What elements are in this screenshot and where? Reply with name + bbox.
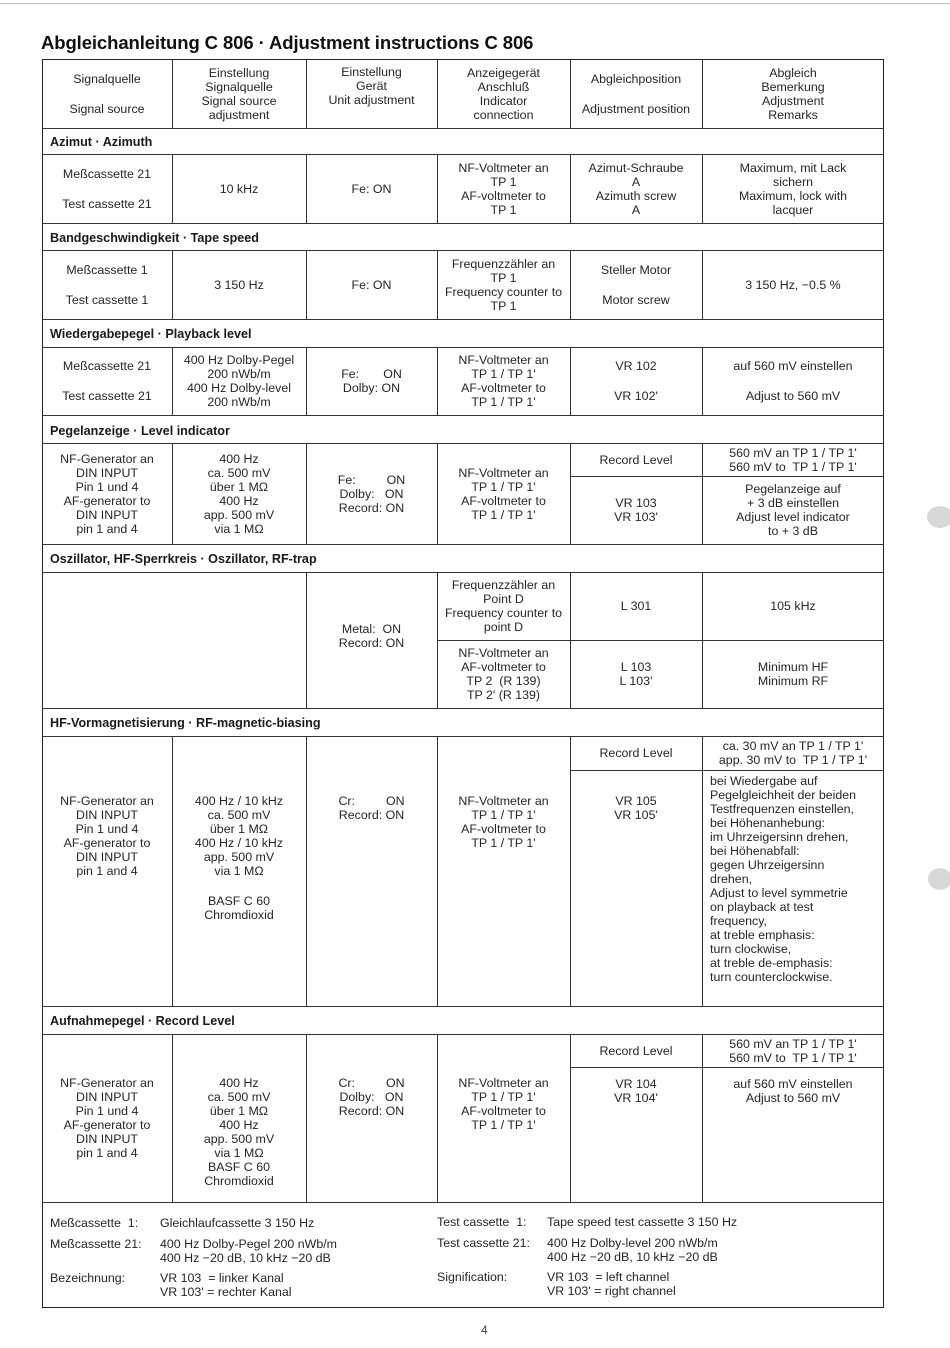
rf-biasing-position-b: [570, 770, 702, 1030]
cell-line: Steller Motor: [600, 262, 672, 277]
record-level-unit-adjustment: [306, 1034, 437, 1244]
footer-en-value-3: VR 103 = left channel VR 103' = right channel: [547, 1270, 676, 1298]
section-title-oscillator: Oszillator, HF-Sperrkreis · Oszillator, RF-trap: [50, 552, 317, 566]
cell-line: 400 Hz: [219, 1076, 259, 1090]
cell-line: L 301: [620, 599, 652, 613]
cell-line: Maximum, lock with: [738, 188, 848, 203]
tape-speed-indicator: [437, 250, 570, 319]
level-indicator-indicator: [437, 443, 570, 544]
section-title-tape-speed: Bandgeschwindigkeit · Tape speed: [50, 231, 260, 245]
cell-line: Signal source: [201, 94, 277, 108]
cell-line: Record: ON: [338, 1104, 405, 1118]
level-indicator-signal-source: [42, 443, 172, 544]
cell-line: gegen Uhrzeigersinn: [710, 858, 825, 872]
cell-line: NF-Voltmeter an: [458, 353, 549, 367]
scan-punch-hole-lower: [928, 868, 950, 890]
cell-line: Fe: ON: [351, 277, 392, 292]
footer-en-value-2: 400 Hz Dolby-level 200 nWb/m 400 Hz −20 dB, 10 kHz −20 dB: [547, 1236, 718, 1264]
header-indicator-connection: [437, 63, 570, 125]
cell-line: DIN INPUT: [76, 808, 138, 822]
cell-line: at treble de-emphasis:: [710, 956, 833, 970]
level-indicator-remarks-b: [702, 476, 884, 544]
cell-line: VR 103: [615, 496, 657, 510]
oscillator-indicator-b: [437, 640, 570, 708]
cell-line: Dolby: ON: [339, 1090, 404, 1104]
cell-line: Fe: ON: [337, 472, 406, 487]
cell-line: TP 1 / TP 1': [471, 1118, 536, 1132]
cell-line: im Uhrzeigersinn drehen,: [710, 830, 849, 844]
cell-line: Dolby: ON: [342, 381, 401, 395]
cell-line: Frequenzzähler an: [451, 256, 556, 271]
oscillator-unit-adjustment: [306, 572, 437, 758]
cell-line: Pegelanzeige auf: [745, 482, 841, 496]
cell-line: A: [631, 174, 641, 189]
cell-line: Indicator: [479, 94, 528, 108]
cell-line: ca. 30 mV an TP 1 / TP 1': [722, 739, 864, 753]
header-signal-source-adjustment: [172, 63, 306, 125]
record-level-position-a: [570, 1034, 702, 1067]
cell-line: AF-generator to: [63, 836, 151, 850]
section-rule: [42, 223, 884, 224]
header-signal-source: [42, 63, 172, 125]
cell-line: VR 102: [615, 359, 657, 373]
cell-line: Anzeigegerät: [466, 66, 541, 80]
tape-speed-position: [570, 250, 702, 319]
section-title-azimuth: Azimut · Azimuth: [50, 135, 153, 149]
level-indicator-position-b: [570, 476, 702, 544]
header-unit-adjustment: [306, 63, 437, 127]
cell-line: VR 105: [615, 794, 657, 808]
cell-line: Einstellung: [341, 65, 402, 79]
cell-line: pin 1 and 4: [76, 521, 138, 536]
azimuth-source-adjustment: [172, 154, 306, 223]
cell-line: Fe: ON: [351, 181, 392, 196]
cell-line: VR 104: [615, 1077, 657, 1091]
section-rule: [42, 544, 884, 545]
cell-line: sichern: [773, 174, 813, 189]
cell-line: über 1 MΩ: [209, 1104, 269, 1118]
cell-line: TP 1 / TP 1': [471, 395, 536, 409]
cell-line: Adjust to 560 mV: [745, 1091, 841, 1105]
cell-line: Anschluß: [477, 80, 530, 94]
cell-line: turn clockwise,: [710, 942, 792, 956]
cell-line: Frequency counter to: [444, 284, 563, 299]
tape-speed-signal-source: [42, 250, 172, 319]
cell-line: Adjust level indicator: [736, 510, 850, 524]
record-level-signal-source: [42, 1034, 172, 1244]
cell-line: DIN INPUT: [76, 850, 138, 864]
level-indicator-source-adjustment: [172, 443, 306, 544]
cell-line: on playback at test: [710, 900, 814, 914]
cell-line: adjustment: [208, 108, 270, 122]
cell-line: 400 Hz Dolby-Pegel: [183, 353, 295, 367]
cell-line: DIN INPUT: [76, 465, 138, 480]
cell-line: Pegelgleichheit der beiden: [710, 788, 857, 802]
oscillator-position-b: [570, 640, 702, 708]
tape-speed-unit-adjustment: [306, 250, 437, 319]
cell-line: VR 102': [614, 389, 658, 403]
cell-line: TP 2 (R 139): [466, 674, 541, 688]
oscillator-remarks-a: [702, 572, 884, 640]
cell-line: VR 103': [614, 510, 658, 524]
oscillator-remarks-b: [702, 640, 884, 708]
azimuth-remarks: [702, 154, 884, 223]
cell-line: NF-Voltmeter an: [458, 1076, 549, 1090]
cell-line: Testfrequenzen einstellen,: [710, 802, 854, 816]
cell-line: Record Level: [599, 452, 673, 467]
cell-line: NF-Voltmeter an: [458, 646, 549, 660]
cell-line: Adjust to 560 mV: [745, 389, 841, 403]
cell-line: Adjustment: [762, 94, 824, 108]
section-title-playback-level: Wiedergabepegel · Playback level: [50, 327, 252, 341]
cell-line: 200 nWb/m: [207, 367, 271, 381]
cell-line: Test cassette 21: [62, 389, 152, 403]
cell-line: ca. 500 mV: [207, 1090, 271, 1104]
azimuth-position: [570, 154, 702, 223]
oscillator-position-a: [570, 572, 702, 640]
cell-line: Maximum, mit Lack: [739, 160, 847, 175]
page-title: Abgleichanleitung C 806 · Adjustment instructions C 806: [41, 32, 534, 53]
azimuth-signal-source: [42, 154, 172, 223]
cell-line: Cr: ON: [338, 1076, 405, 1090]
cell-line: BASF C 60: [208, 1160, 270, 1174]
scan-punch-hole-upper: [927, 506, 950, 528]
cell-line: Gerät: [356, 79, 387, 93]
cell-line: NF-Generator an: [60, 1076, 154, 1090]
cell-line: Cr: ON: [338, 794, 405, 808]
playback-level-source-adjustment: [172, 347, 306, 415]
cell-line: Record: ON: [338, 636, 405, 650]
cell-line: ca. 500 mV: [207, 465, 271, 480]
cell-line: AF-generator to: [63, 1118, 151, 1132]
cell-line: 200 nWb/m: [207, 395, 271, 409]
playback-level-remarks: [702, 347, 884, 415]
cell-line: VR 105': [614, 808, 658, 822]
level-indicator-remarks-a: [702, 443, 884, 476]
cell-line: Remarks: [768, 108, 818, 122]
header-adjustment-position: [570, 63, 702, 125]
cell-line: bei Höhenanhebung:: [710, 816, 826, 830]
playback-level-signal-source: [42, 347, 172, 415]
cell-line: Azimuth screw: [595, 188, 677, 203]
cell-line: NF-Generator an: [60, 451, 154, 466]
cell-line: TP 1: [490, 174, 517, 189]
cell-line: TP 1: [490, 298, 517, 313]
cell-line: über 1 MΩ: [209, 479, 269, 494]
cell-line: 10 kHz: [219, 181, 259, 196]
playback-level-position: [570, 347, 702, 415]
section-title-rf-biasing: HF-Vormagnetisierung · RF-magnetic-biasing: [50, 716, 321, 730]
cell-line: Motor screw: [602, 292, 670, 307]
cell-line: Meßcassette 21: [62, 359, 152, 373]
cell-line: drehen,: [710, 872, 753, 886]
footer-en-label-2: Test cassette 21:: [437, 1236, 530, 1250]
cell-line: Chromdioxid: [204, 908, 274, 922]
footer-en-value-1: Tape speed test cassette 3 150 Hz: [547, 1215, 738, 1229]
cell-line: TP 1 / TP 1': [471, 367, 536, 381]
cell-line: to + 3 dB: [768, 524, 818, 538]
section-title-record-level: Aufnahmepegel · Record Level: [50, 1014, 235, 1028]
cell-line: L 103': [619, 674, 653, 688]
rf-biasing-indicator: [437, 736, 570, 1064]
cell-line: Signalquelle: [73, 72, 141, 86]
cell-line: Bemerkung: [761, 80, 825, 94]
footer-en-label-3: Signification:: [437, 1270, 508, 1284]
cell-line: VR 104': [614, 1091, 658, 1105]
record-level-remarks-b: [702, 1067, 884, 1212]
record-level-source-adjustment: [172, 1034, 306, 1244]
cell-line: TP 1 / TP 1': [471, 479, 536, 494]
cell-line: Azimut-Schraube: [588, 160, 684, 175]
cell-line: via 1 MΩ: [214, 864, 264, 878]
cell-line: TP 1: [490, 202, 517, 217]
cell-line: app. 30 mV to TP 1 / TP 1': [718, 753, 868, 767]
cell-line: auf 560 mV einstellen: [733, 1077, 853, 1091]
cell-line: TP 1 / TP 1': [471, 507, 536, 522]
footer-de-label-1: Meßcassette 1:: [50, 1216, 139, 1230]
footer-en-label-1: Test cassette 1:: [437, 1215, 527, 1229]
cell-line: AF-voltmeter to: [461, 381, 546, 395]
cell-line: bei Höhenabfall:: [710, 844, 800, 858]
cell-line: Record Level: [599, 746, 673, 760]
cell-line: TP 2' (R 139): [466, 688, 541, 702]
page-number: 4: [481, 1323, 488, 1337]
level-indicator-position-a: [570, 443, 702, 476]
cell-line: 400 Hz: [219, 493, 259, 508]
record-level-remarks-a: [702, 1034, 884, 1067]
cell-line: über 1 MΩ: [209, 822, 269, 836]
cell-line: + 3 dB einstellen: [747, 496, 839, 510]
cell-line: Fe: ON: [341, 367, 402, 381]
cell-line: TP 1 / TP 1': [471, 1090, 536, 1104]
tape-speed-source-adjustment: [172, 250, 306, 319]
cell-line: lacquer: [772, 202, 814, 217]
cell-line: DIN INPUT: [76, 507, 138, 522]
cell-line: via 1 MΩ: [214, 521, 264, 536]
cell-line: Record Level: [599, 1043, 673, 1058]
cell-line: Pin 1 und 4: [75, 479, 139, 494]
cell-line: AF-voltmeter to: [461, 188, 546, 203]
section-rule: [42, 415, 884, 416]
cell-line: Frequency counter to: [444, 606, 563, 620]
cell-line: turn counterclockwise.: [710, 970, 833, 984]
cell-line: point D: [483, 620, 524, 634]
cell-line: Adjust to level symmetrie: [710, 886, 848, 900]
cell-line: 400 Hz Dolby-level: [187, 381, 291, 395]
cell-line: via 1 MΩ: [214, 1146, 264, 1160]
cell-line: Abgleichposition: [590, 72, 682, 86]
footer-de-label-3: Bezeichnung:: [50, 1271, 126, 1285]
cell-line: 560 mV an TP 1 / TP 1': [729, 1036, 857, 1051]
cell-line: Meßcassette 21: [62, 166, 152, 181]
cell-line: Einstellung: [208, 66, 270, 80]
top-rule: [0, 3, 950, 4]
cell-line: TP 1 / TP 1': [471, 836, 536, 850]
cell-line: DIN INPUT: [76, 1090, 138, 1104]
cell-line: Test cassette 1: [65, 292, 149, 307]
oscillator-indicator-a: [437, 572, 570, 640]
cell-line: 105 kHz: [770, 599, 816, 613]
cell-line: AF-generator to: [63, 493, 151, 508]
cell-line: Pin 1 und 4: [75, 822, 139, 836]
footer-de-value-3: VR 103 = linker Kanal VR 103' = rechter Kanal: [160, 1271, 292, 1299]
cell-line: 400 Hz / 10 kHz: [194, 836, 284, 850]
cell-line: connection: [473, 108, 534, 122]
footer-de-label-2: Meßcassette 21:: [50, 1237, 142, 1251]
rf-biasing-remarks-b: [702, 770, 884, 1006]
header-bottom-rule: [42, 128, 884, 129]
cell-line: Meßcassette 1: [66, 262, 148, 277]
rf-biasing-remarks-a: [702, 736, 884, 770]
cell-line: NF-Voltmeter an: [458, 160, 549, 175]
cell-line: Abgleich: [769, 66, 817, 80]
cell-line: ca. 500 mV: [207, 808, 271, 822]
cell-line: L 103: [620, 660, 652, 674]
section-rule: [42, 708, 884, 709]
cell-line: 400 Hz: [219, 1118, 259, 1132]
cell-line: at treble emphasis:: [710, 928, 815, 942]
cell-line: bei Wiedergabe auf: [710, 774, 818, 788]
cell-line: TP 1: [490, 270, 517, 285]
cell-line: 400 Hz: [219, 451, 259, 466]
cell-line: Adjustment position: [581, 102, 691, 116]
cell-line: BASF C 60: [208, 894, 270, 908]
cell-line: Signalquelle: [205, 80, 273, 94]
cell-line: app. 500 mV: [203, 1132, 275, 1146]
cell-line: Record: ON: [338, 500, 405, 515]
playback-level-unit-adjustment: [306, 347, 437, 415]
cell-line: app. 500 mV: [203, 507, 275, 522]
cell-line: AF-voltmeter to: [461, 822, 546, 836]
azimuth-unit-adjustment: [306, 154, 437, 223]
azimuth-indicator: [437, 154, 570, 223]
cell-line: pin 1 and 4: [76, 1146, 138, 1160]
cell-line: AF-voltmeter to: [461, 493, 546, 508]
cell-line: Metal: ON: [341, 622, 402, 636]
cell-line: NF-Generator an: [60, 794, 154, 808]
section-rule: [42, 319, 884, 320]
rf-biasing-unit-adjustment: [306, 736, 437, 1064]
cell-line: app. 500 mV: [203, 850, 275, 864]
cell-line: TP 1 / TP 1': [471, 808, 536, 822]
cell-line: Dolby: ON: [339, 486, 404, 501]
cell-line: 400 Hz / 10 kHz: [194, 794, 284, 808]
record-level-position-b: [570, 1067, 702, 1212]
cell-line: Unit adjustment: [328, 93, 415, 107]
cell-line: NF-Voltmeter an: [458, 794, 549, 808]
cell-line: pin 1 and 4: [76, 864, 138, 878]
header-remarks: [702, 63, 884, 125]
cell-line: A: [631, 202, 641, 217]
cell-line: 560 mV to TP 1 / TP 1': [729, 1050, 857, 1065]
cell-line: Pin 1 und 4: [75, 1104, 139, 1118]
cell-line: NF-Voltmeter an: [458, 465, 549, 480]
cell-line: AF-voltmeter to: [461, 1104, 546, 1118]
cell-line: 560 mV to TP 1 / TP 1': [729, 459, 857, 474]
section-title-level-indicator: Pegelanzeige · Level indicator: [50, 424, 230, 438]
cell-line: Frequenzzähler an: [451, 578, 556, 592]
cell-line: Point D: [483, 592, 524, 606]
cell-line: auf 560 mV einstellen: [733, 359, 853, 373]
cell-line: Test cassette 21: [62, 196, 152, 211]
cell-line: DIN INPUT: [76, 1132, 138, 1146]
cell-line: Chromdioxid: [204, 1174, 274, 1188]
footer-de-value-1: Gleichlaufcassette 3 150 Hz: [160, 1216, 315, 1230]
cell-line: AF-voltmeter to: [461, 660, 546, 674]
cell-line: Minimum RF: [757, 674, 829, 688]
footer-de-value-2: 400 Hz Dolby-Pegel 200 nWb/m 400 Hz −20 dB, 10 kHz −20 dB: [160, 1237, 337, 1265]
cell-line: 3 150 Hz, −0.5 %: [745, 277, 841, 292]
playback-level-indicator: [437, 347, 570, 415]
cell-line: Minimum HF: [757, 660, 829, 674]
level-indicator-unit-adjustment: [306, 443, 437, 544]
rf-biasing-position-a: [570, 736, 702, 770]
cell-line: frequency,: [710, 914, 767, 928]
record-level-indicator: [437, 1034, 570, 1244]
cell-line: 3 150 Hz: [214, 277, 264, 292]
cell-line: Signal source: [69, 102, 145, 116]
cell-line: 560 mV an TP 1 / TP 1': [729, 445, 857, 460]
tape-speed-remarks: [702, 250, 884, 319]
cell-line: Record: ON: [338, 808, 405, 822]
